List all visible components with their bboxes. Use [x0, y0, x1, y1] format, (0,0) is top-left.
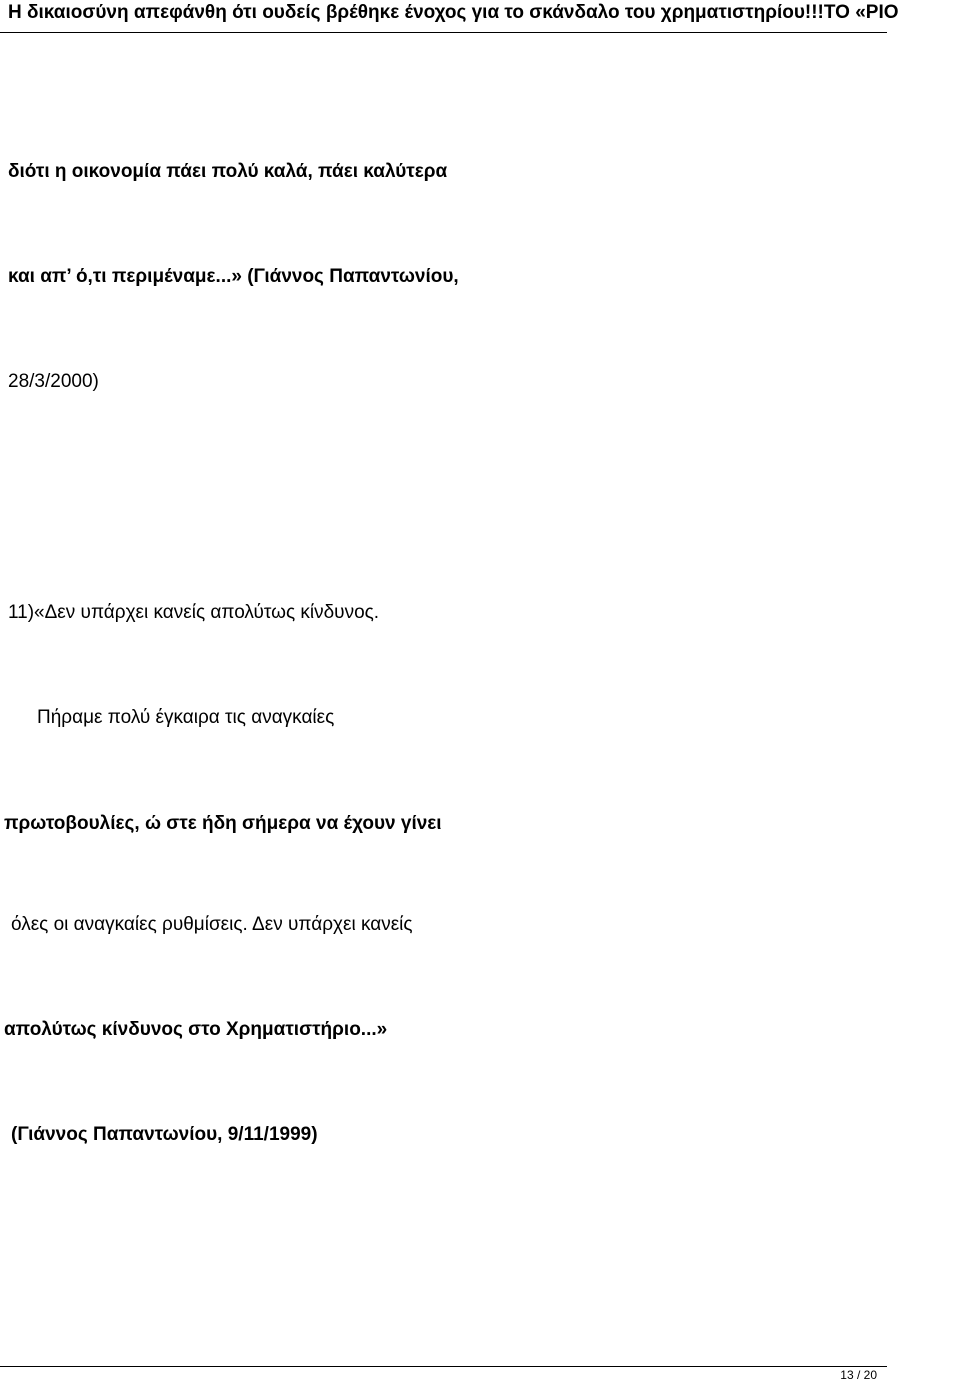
text-line: 11)«Δεν υπάρχει κανείς απολύτως κίνδυνος. — [8, 602, 380, 623]
text-line: (Γιάννος Παπαντωνίου, 9/11/1999) — [11, 1124, 318, 1145]
text-line: 28/3/2000) — [8, 371, 99, 392]
header-divider — [0, 32, 887, 33]
footer-divider — [0, 1366, 887, 1367]
text-line: Πήραμε πολύ έγκαιρα τις αναγκαίες — [37, 707, 335, 728]
text-line: και απ’ ό,τι περιμέναμε...» (Γιάννος Παπαντωνίου, — [8, 266, 459, 287]
header-title: Η δικαιοσύνη απεφάνθη ότι ουδείς βρέθηκε ένοχος για το σκάνδαλο του χρηματιστηρίου!!!ΤΟ «ΡΙΟ — [8, 2, 899, 23]
text-line: απολύτως κίνδυνος στο Χρηματιστήριο...» — [4, 1019, 388, 1040]
page-number: 13 / 20 — [840, 1368, 877, 1382]
text-line: διότι η οικονομία πάει πολύ καλά, πάει καλύτερα — [8, 161, 448, 182]
page-header — [0, 0, 960, 40]
text-line: όλες οι αναγκαίες ρυθμίσεις. Δεν υπάρχει κανείς — [11, 914, 413, 935]
text-line: πρωτοβουλίες, ώ στε ήδη σήμερα να έχουν γίνει — [4, 813, 442, 834]
